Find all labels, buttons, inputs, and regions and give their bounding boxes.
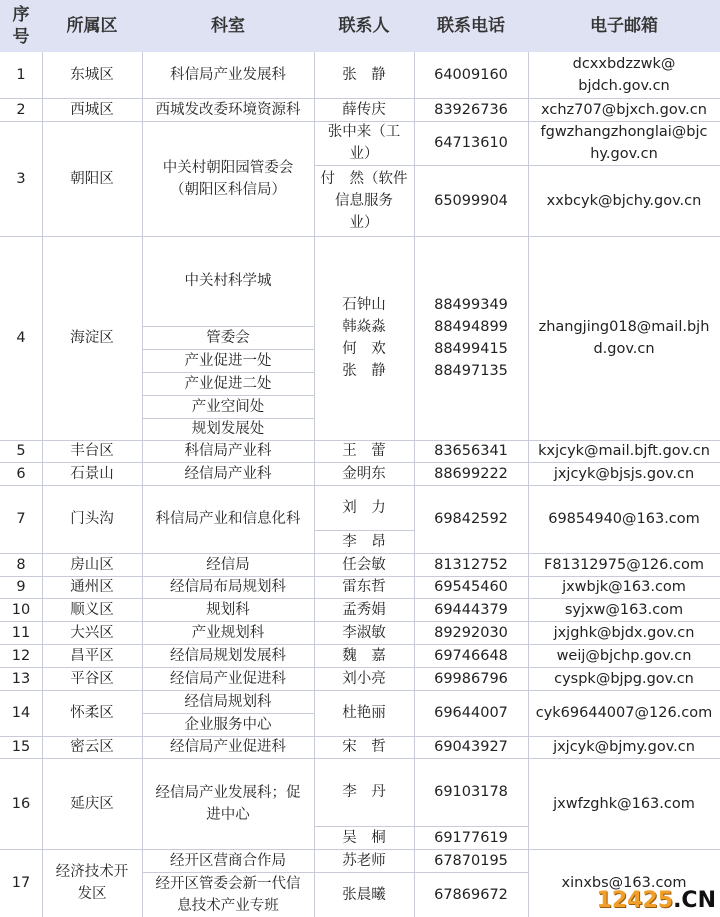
cell-phone: 64009160 <box>434 67 508 83</box>
cell-contact: 石钟山 韩焱淼 何 欢 张 静 <box>342 297 386 379</box>
header-district-label: 所属区 <box>66 16 118 36</box>
cell-phone: 64713610 <box>434 135 508 151</box>
cell-district: 丰台区 <box>70 443 114 459</box>
cell-email[interactable]: syjxw@163.com <box>564 601 684 618</box>
cell-department: 中关村科学城 <box>184 273 272 289</box>
header-email-label: 电子邮箱 <box>590 16 658 36</box>
cell-seq: 12 <box>11 647 31 664</box>
cell-seq: 17 <box>11 875 31 891</box>
cell-email[interactable]: dcxxbdzzwk@ bjdch.gov.cn <box>572 56 676 94</box>
cell-contact: 刘小亮 <box>342 670 386 687</box>
cell-department: 管委会 <box>206 329 250 346</box>
header-phone <box>414 0 529 52</box>
watermark-suffix: .CN <box>673 888 716 913</box>
cell-email[interactable]: cyk69644007@126.com <box>535 705 713 721</box>
cell-contact: 王 蕾 <box>342 443 386 459</box>
header-phone-label: 联系电话 <box>437 16 505 36</box>
cell-phone: 69177619 <box>434 829 508 846</box>
cell-district: 门头沟 <box>70 511 114 527</box>
cell-contact: 杜艳丽 <box>342 705 386 721</box>
cell-seq: 13 <box>11 670 31 687</box>
cell-seq: 8 <box>16 556 26 573</box>
cell-district: 怀柔区 <box>70 705 114 721</box>
cell-department: 经信局产业科 <box>184 465 272 482</box>
cell-department: 中关村朝阳园管委会 （朝阳区科信局） <box>162 159 294 198</box>
cell-department: 科信局产业科 <box>184 443 272 459</box>
cell-email[interactable]: zhangjing018@mail.bjh d.gov.cn <box>538 319 710 357</box>
header-seq-label: 序 号 <box>12 5 30 47</box>
cell-contact: 付 然（软件 信息服务 业） <box>320 170 408 231</box>
cell-contact: 孟秀娟 <box>342 601 386 618</box>
cell-email[interactable]: jxwfzghk@163.com <box>553 795 695 812</box>
cell-district: 朝阳区 <box>70 170 114 187</box>
cell-district: 大兴区 <box>70 624 114 641</box>
cell-phone: 88699222 <box>434 465 508 482</box>
cell-department: 产业促进二处 <box>184 375 272 392</box>
cell-contact: 宋 哲 <box>342 739 386 755</box>
cell-contact: 李淑敏 <box>342 624 386 641</box>
cell-email[interactable]: cyspk@bjpg.gov.cn <box>554 670 694 687</box>
header-email <box>528 0 720 52</box>
cell-seq: 3 <box>16 170 26 187</box>
cell-contact: 刘 力 <box>342 499 386 516</box>
cell-phone: 69545460 <box>434 579 508 595</box>
cell-department: 经开区营商合作局 <box>170 852 286 869</box>
cell-seq: 15 <box>11 739 31 755</box>
cell-seq: 14 <box>11 705 31 721</box>
cell-district: 顺义区 <box>70 601 114 618</box>
cell-phone: 83926736 <box>434 101 508 118</box>
cell-district: 房山区 <box>70 556 114 573</box>
cell-contact: 雷东哲 <box>342 579 386 595</box>
cell-email[interactable]: fgwzhangzhonglai@bjc hy.gov.cn <box>540 124 708 162</box>
cell-contact: 张 静 <box>342 67 386 83</box>
cell-district: 海淀区 <box>70 330 114 346</box>
cell-department: 经信局 <box>206 556 250 573</box>
cell-department: 经信局规划科 <box>184 693 272 710</box>
cell-department: 企业服务中心 <box>184 716 272 733</box>
cell-phone: 69103178 <box>434 784 508 800</box>
cell-email[interactable]: kxjcyk@mail.bjft.gov.cn <box>538 443 710 459</box>
cell-district: 平谷区 <box>70 670 114 687</box>
cell-phone: 69986796 <box>434 670 508 687</box>
watermark-number: 12425 <box>596 888 674 913</box>
header-seq <box>0 0 43 52</box>
cell-district: 密云区 <box>70 739 114 755</box>
cell-phone: 69444379 <box>434 601 508 618</box>
cell-district: 延庆区 <box>70 795 114 812</box>
cell-department: 科信局产业和信息化科 <box>155 511 301 527</box>
cell-phone: 81312752 <box>434 556 508 573</box>
cell-contact: 魏 嘉 <box>342 647 386 664</box>
cell-department: 经信局产业发展科；促 进中心 <box>155 784 301 823</box>
cell-email[interactable]: xchz707@bjxch.gov.cn <box>541 101 707 118</box>
cell-department: 产业促进一处 <box>184 352 272 369</box>
cell-email[interactable]: F81312975@126.com <box>544 556 704 573</box>
cell-district: 通州区 <box>70 579 114 595</box>
cell-contact: 苏老师 <box>342 852 386 869</box>
header-department-label: 科室 <box>211 16 245 36</box>
cell-phone: 69746648 <box>434 647 508 664</box>
cell-email[interactable]: jxjcyk@bjsjs.gov.cn <box>553 465 695 482</box>
cell-district: 东城区 <box>70 67 114 83</box>
cell-phone: 69043927 <box>434 739 508 755</box>
cell-contact: 金明东 <box>342 465 386 482</box>
cell-contact: 吴 桐 <box>342 829 386 846</box>
watermark-logo <box>597 888 716 913</box>
cell-district: 石景山 <box>70 465 114 482</box>
cell-phone: 67870195 <box>434 852 508 869</box>
cell-seq: 4 <box>16 330 26 346</box>
cell-seq: 16 <box>11 795 31 812</box>
cell-department: 规划发展处 <box>191 421 265 437</box>
cell-seq: 11 <box>11 624 31 641</box>
cell-email[interactable]: jxwbjk@163.com <box>562 579 686 595</box>
cell-seq: 5 <box>16 443 26 459</box>
header-district <box>42 0 143 52</box>
header-contact <box>314 0 415 52</box>
cell-email[interactable]: jxjcyk@bjmy.gov.cn <box>553 739 695 755</box>
cell-phone: 88499349 88494899 88499415 88497135 <box>434 297 508 379</box>
cell-email[interactable]: weij@bjchp.gov.cn <box>556 647 692 664</box>
cell-seq: 10 <box>11 601 31 618</box>
cell-seq: 1 <box>16 67 26 83</box>
header-department <box>142 0 315 52</box>
cell-contact: 李 丹 <box>342 784 386 800</box>
cell-contact: 张晨曦 <box>342 886 386 903</box>
cell-email[interactable]: xinxbs@163.com <box>561 875 687 891</box>
cell-phone: 69842592 <box>434 511 508 527</box>
cell-email[interactable]: xxbcyk@bjchy.gov.cn <box>546 192 702 209</box>
header-contact-label: 联系人 <box>338 16 390 36</box>
cell-contact: 李 昂 <box>342 533 386 550</box>
cell-seq: 9 <box>16 579 26 595</box>
cell-email[interactable]: jxjghk@bjdx.gov.cn <box>553 624 695 641</box>
cell-phone: 69644007 <box>434 705 508 721</box>
cell-department: 经信局布局规划科 <box>170 579 286 595</box>
cell-seq: 6 <box>16 465 26 482</box>
cell-district: 经济技术开 发区 <box>55 864 129 902</box>
cell-district: 昌平区 <box>70 647 114 664</box>
cell-phone: 65099904 <box>434 192 508 209</box>
cell-contact: 薛传庆 <box>342 101 386 118</box>
cell-department: 产业规划科 <box>191 624 265 641</box>
cell-seq: 2 <box>16 101 26 118</box>
cell-phone: 89292030 <box>434 624 508 641</box>
cell-department: 经开区管委会新一代信 息技术产业专班 <box>155 875 301 914</box>
cell-contact: 任会敏 <box>342 556 386 573</box>
cell-contact: 张中来（工 业） <box>327 124 401 162</box>
cell-seq: 7 <box>16 511 26 527</box>
cell-email[interactable]: 69854940@163.com <box>548 511 700 527</box>
cell-phone: 83656341 <box>434 443 508 459</box>
cell-department: 西城发改委环境资源科 <box>155 101 301 118</box>
cell-district: 西城区 <box>70 101 114 118</box>
cell-department: 经信局产业促进科 <box>170 670 286 687</box>
cell-department: 经信局产业促进科 <box>170 739 286 755</box>
cell-department: 规划科 <box>206 601 250 618</box>
cell-department: 科信局产业发展科 <box>170 67 286 83</box>
cell-department: 产业空间处 <box>191 398 265 415</box>
cell-phone: 67869672 <box>434 886 508 903</box>
cell-department: 经信局规划发展科 <box>170 647 286 664</box>
